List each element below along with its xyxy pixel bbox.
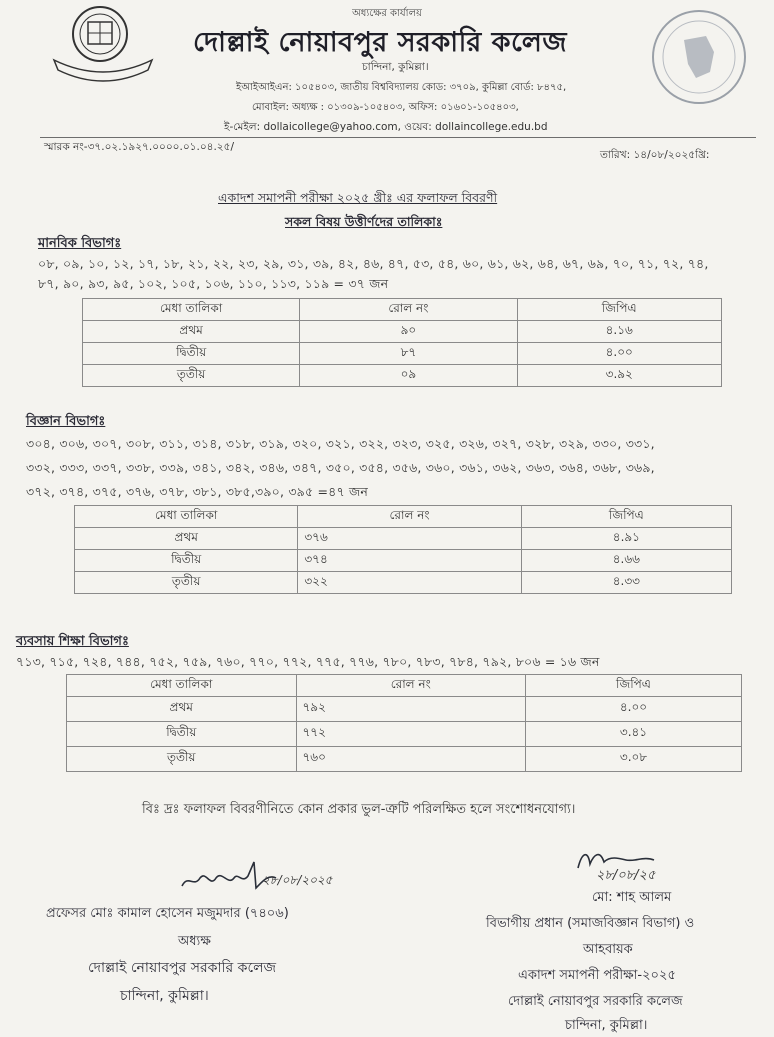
gpa: ৪.৬৬ [521, 550, 731, 572]
convener-name: মো: শাহ আলম [592, 890, 672, 905]
col-header-roll: রোল নং [298, 506, 521, 528]
science-roll-line: ৩৩২, ৩৩৩, ৩৩৭, ৩৩৮, ৩৩৯, ৩৪১, ৩৪২, ৩৪৬, ৩৪৭, ৩৫০, ৩৫৪, ৩৫৬, ৩৬০, ৩৬১, ৩৬২, ৩৬৩, ৩৬৪, ৩৬৮, ৩৬৯, [26, 460, 655, 475]
gpa: ৩.৪১ [526, 722, 742, 747]
document-title: একাদশ সমাপনী পরীক্ষা ২০২৫ খ্রীঃ এর ফলাফল বিবরণী [218, 190, 498, 205]
gpa: ৪.০০ [517, 343, 722, 365]
gpa: ৪.৩৩ [521, 572, 731, 594]
office-caption: অধ্যক্ষের কার্যালয় [352, 8, 422, 19]
gpa: ৪.১৬ [517, 321, 722, 343]
phone-numbers: মোবাইল: অধ্যক্ষ : ০১৩০৯-১০৫৪০৩, অফিস: ০১৬০১-১০৫৪০৩, [252, 102, 519, 113]
roll-number: ৩২২ [298, 572, 521, 594]
memo-number: স্মারক নং-৩৭.০২.১৯২৭.০০০০.০১.০৪.২৫/ [44, 141, 234, 153]
humanities-merit-table [82, 298, 722, 387]
col-header-gpa: জিপিএ [526, 675, 742, 697]
roll-number: ৩৭৬ [298, 528, 521, 550]
table-row [67, 747, 742, 772]
merit-position: দ্বিতীয় [67, 722, 297, 747]
merit-position: প্রথম [83, 321, 300, 343]
roll-number: ৭৬০ [296, 747, 526, 772]
principal-designation: অধ্যক্ষ [178, 934, 211, 949]
roll-number: ৭৯২ [296, 697, 526, 722]
dept-science-heading: বিজ্ঞান বিভাগঃ [26, 414, 106, 429]
merit-position: প্রথম [75, 528, 298, 550]
gpa: ৩.০৮ [526, 747, 742, 772]
humanities-roll-line: ০৮, ০৯, ১০, ১২, ১৭, ১৮, ২১, ২২, ২৩, ২৯, ৩১, ৩৯, ৪২, ৪৬, ৪৭, ৫৩, ৫৪, ৬০, ৬১, ৬২, ৬৪, ৬৭, ৬৯, ৭০, ৭১, ৭২, ৭৪, [38, 256, 709, 271]
merit-position: তৃতীয় [75, 572, 298, 594]
convener-institution: দোল্লাই নোয়াবপুর সরকারি কলেজ [508, 994, 683, 1009]
col-header-merit: মেধা তালিকা [83, 299, 300, 321]
principal-sign-date: ২৮/০৮/২০২৫ [262, 873, 333, 887]
roll-number: ৮৭ [300, 343, 517, 365]
merit-position: তৃতীয় [67, 747, 297, 772]
merit-position: প্রথম [67, 697, 297, 722]
table-row [67, 697, 742, 722]
table-row [67, 722, 742, 747]
dept-humanities-heading: মানবিক বিভাগঃ [38, 236, 122, 251]
table-row [75, 550, 732, 572]
convener-role: আহবায়ক [583, 942, 633, 957]
science-merit-table [74, 505, 732, 594]
gpa: ৩.৯২ [517, 365, 722, 387]
dept-business-heading: ব্যবসায় শিক্ষা বিভাগঃ [16, 634, 129, 649]
convener-sign-date: ২৮/০৮/২৫ [596, 868, 656, 883]
science-roll-line: ৩০৪, ৩০৬, ৩০৭, ৩০৮, ৩১১, ৩১৪, ৩১৮, ৩১৯, ৩২০, ৩২১, ৩২২, ৩২৩, ৩২৫, ৩২৬, ৩২৭, ৩২৮, ৩২৯, ৩৩০, ৩৩১, [26, 436, 655, 451]
business-merit-table [66, 674, 742, 772]
merit-position: তৃতীয় [83, 365, 300, 387]
roll-number: ০৯ [300, 365, 517, 387]
col-header-merit: মেধা তালিকা [67, 675, 297, 697]
col-header-gpa: জিপিএ [517, 299, 722, 321]
college-location: চান্দিনা, কুমিল্লা। [362, 61, 429, 73]
convener-exam: একাদশ সমাপনী পরীক্ষা-২০২৫ [518, 968, 676, 983]
principal-name: প্রফেসর মোঃ কামাল হোসেন মজুমদার (৭৪০৬) [46, 906, 289, 921]
table-row [83, 365, 722, 387]
institution-codes: ইআইআইএন: ১০৫৪০৩, জাতীয় বিশ্ববিদ্যালয় কোড: ৩৭০৯, কুমিল্লা বোর্ড: ৮৪৭৫, [236, 82, 567, 93]
principal-institution: দোল্লাই নোয়াবপুর সরকারি কলেজ [88, 960, 277, 976]
table-row [83, 321, 722, 343]
convener-location: চান্দিনা, কুমিল্লা। [565, 1018, 648, 1033]
business-roll-line: ৭১৩, ৭১৫, ৭২৪, ৭৪৪, ৭৫২, ৭৫৯, ৭৬০, ৭৭০, ৭৭২, ৭৭৫, ৭৭৬, ৭৮০, ৭৮৩, ৭৮৪, ৭৯২, ৮০৬ = ১৬ জন [16, 654, 600, 669]
merit-position: দ্বিতীয় [75, 550, 298, 572]
table-header-row [75, 506, 732, 528]
science-roll-line: ৩৭২, ৩৭৪, ৩৭৫, ৩৭৬, ৩৭৮, ৩৮১, ৩৮৫,৩৯০, ৩৯৫ =৪৭ জন [26, 484, 368, 499]
col-header-gpa: জিপিএ [521, 506, 731, 528]
document-subtitle: সকল বিষয় উত্তীর্ণদের তালিকাঃ [285, 214, 443, 229]
correction-note: বিঃ দ্রঃ ফলাফল বিবরণীনিতে কোন প্রকার ভুল-ত্রুটি পরিলক্ষিত হলে সংশোধনযোগ্য। [142, 802, 576, 817]
table-header-row [83, 299, 722, 321]
table-row [75, 528, 732, 550]
table-header-row [67, 675, 742, 697]
convener-designation: বিভাগীয় প্রধান (সমাজবিজ্ঞান বিভাগ) ও [486, 916, 695, 931]
col-header-roll: রোল নং [296, 675, 526, 697]
college-name: দোল্লাই নোয়াবপুর সরকারি কলেজ [193, 27, 568, 58]
principal-location: চান্দিনা, কুমিল্লা। [120, 988, 209, 1004]
email-website: ই-মেইল: dollaicollege@yahoo.com, ওয়েব: dollaincollege.edu.bd [224, 121, 548, 133]
roll-number: ৭৭২ [296, 722, 526, 747]
col-header-merit: মেধা তালিকা [75, 506, 298, 528]
table-row [83, 343, 722, 365]
roll-number: ৩৭৪ [298, 550, 521, 572]
government-seal [652, 10, 746, 104]
roll-number: ৯০ [300, 321, 517, 343]
issue-date: তারিখ: ১৪/০৮/২০২৫খ্রি: [600, 149, 710, 161]
letterhead-divider [40, 137, 756, 138]
merit-position: দ্বিতীয় [83, 343, 300, 365]
gpa: ৪.৯১ [521, 528, 731, 550]
humanities-roll-line: ৮৭, ৯০, ৯৩, ৯৫, ১০২, ১০৫, ১০৬, ১১০, ১১৩, ১১৯ = ৩৭ জন [38, 276, 389, 291]
table-row [75, 572, 732, 594]
col-header-roll: রোল নং [300, 299, 517, 321]
gpa: ৪.০০ [526, 697, 742, 722]
